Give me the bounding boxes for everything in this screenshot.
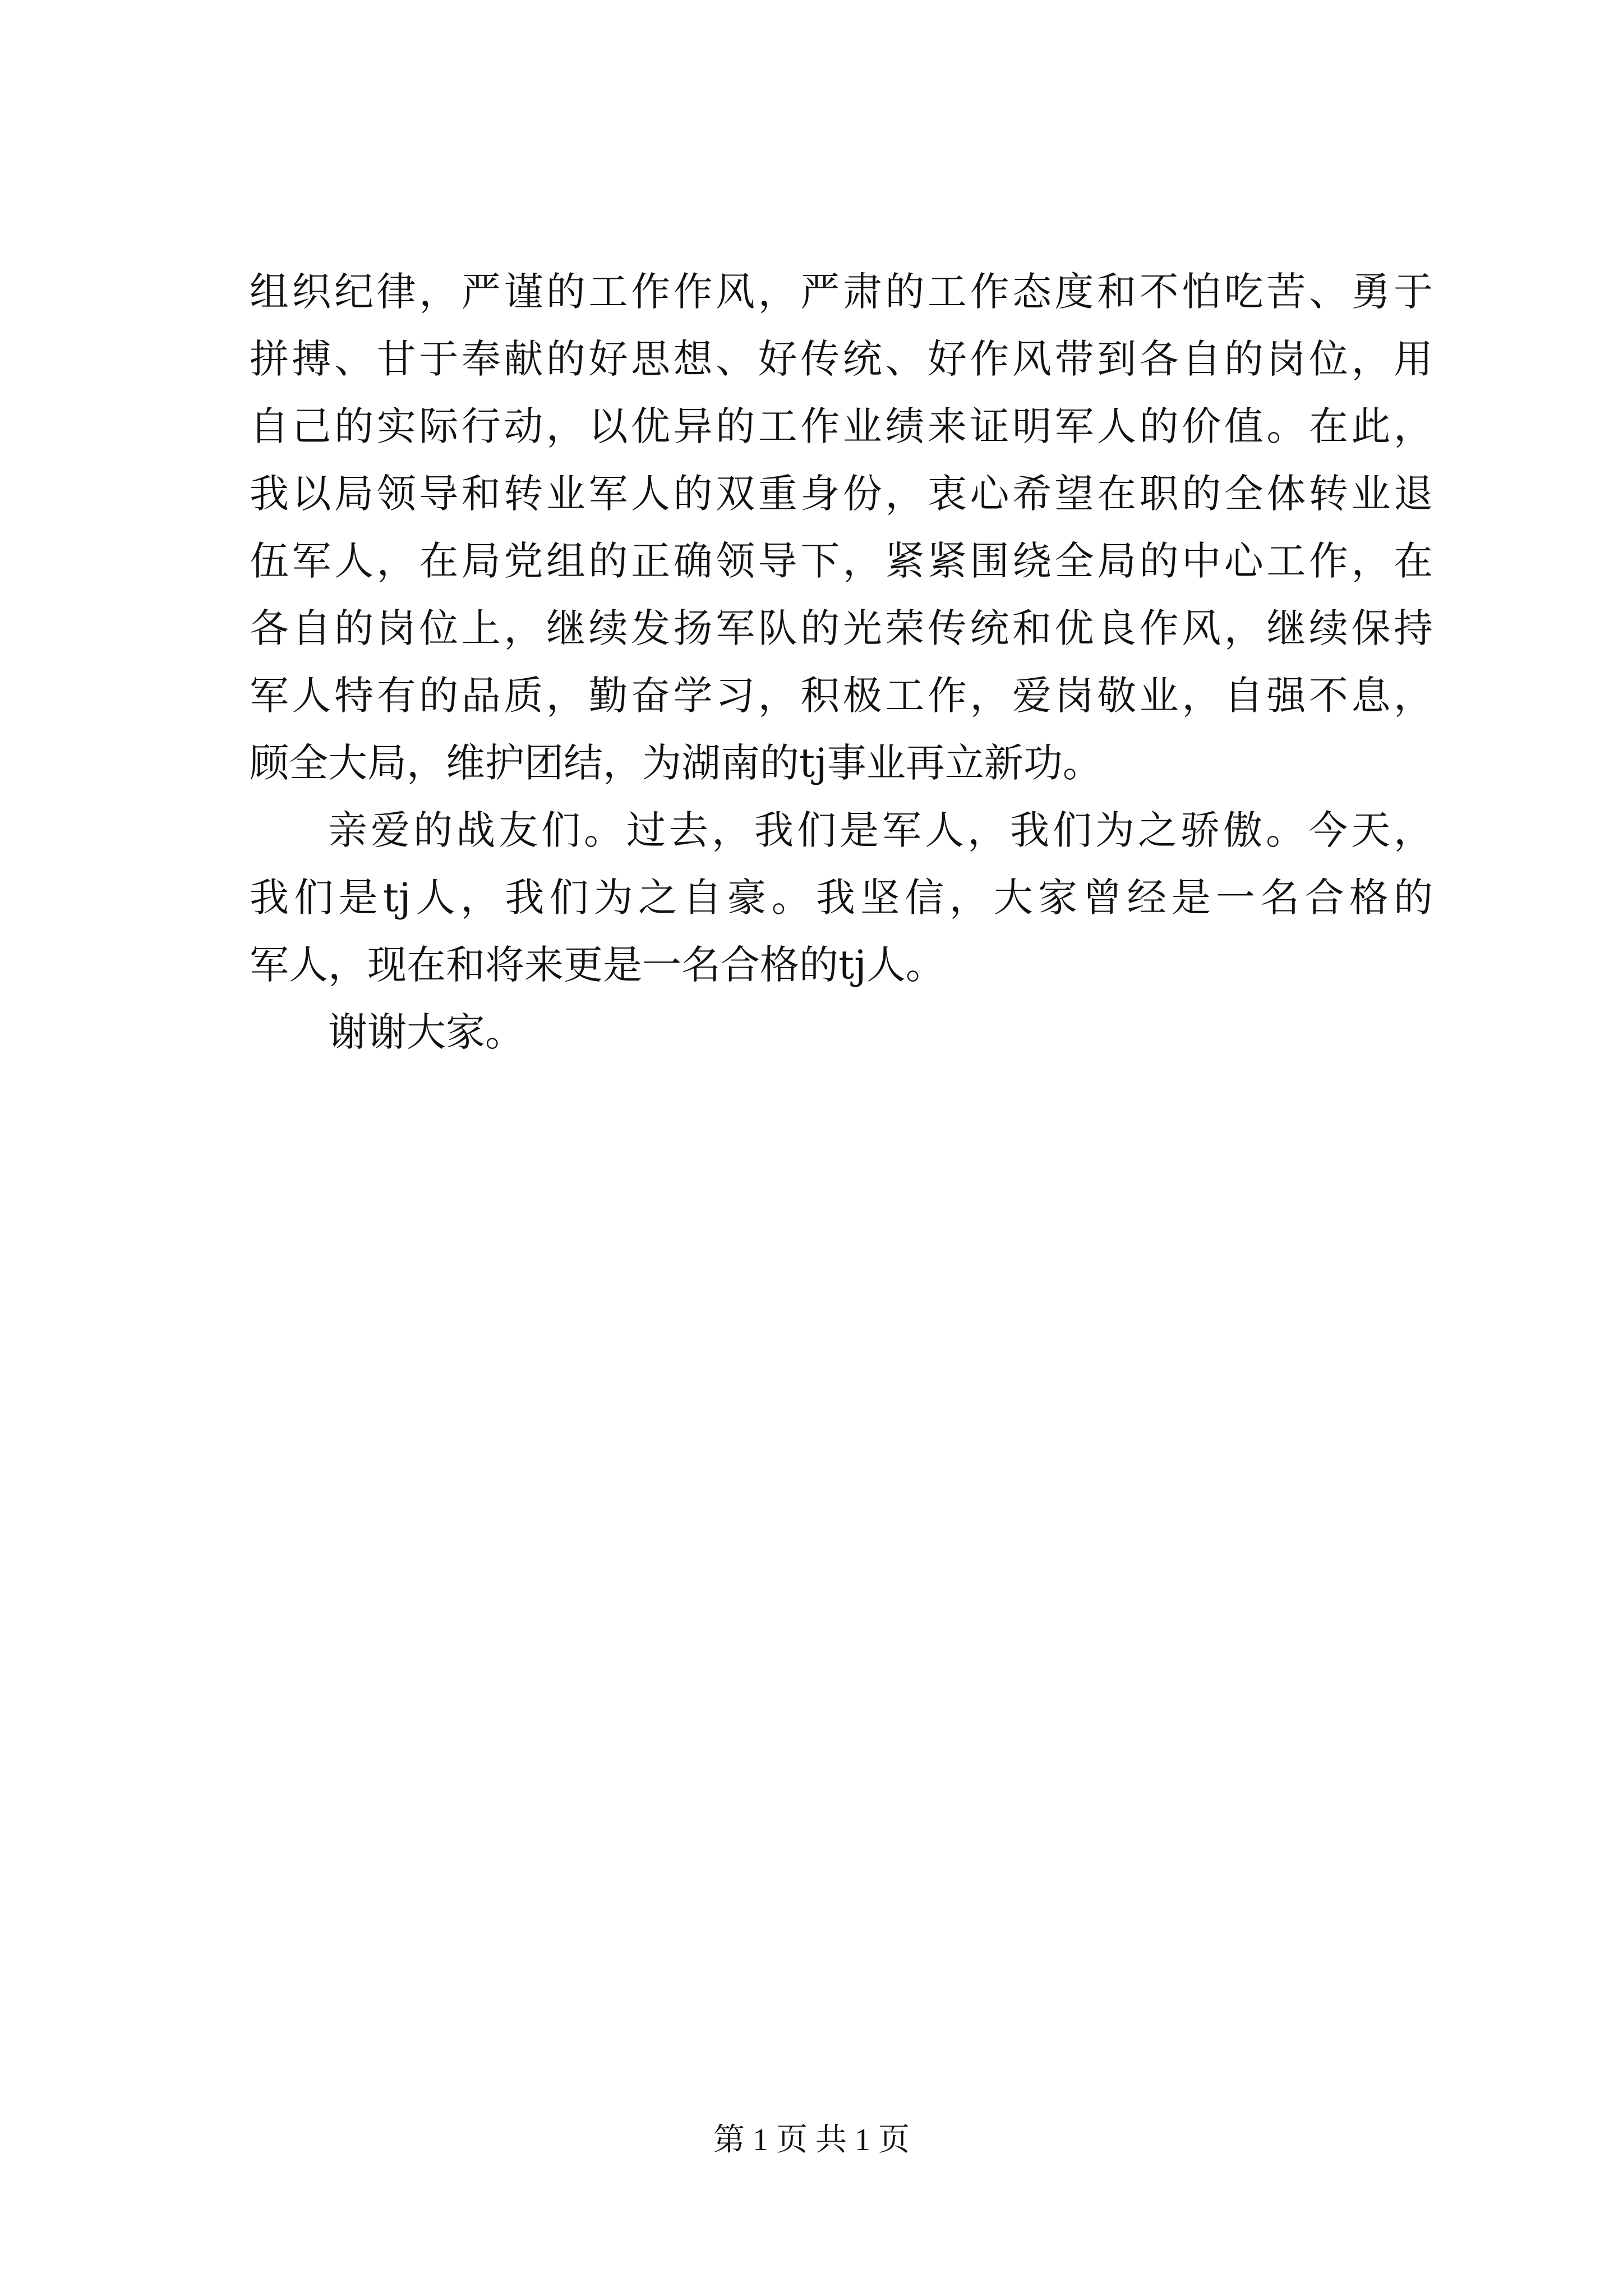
- paragraph-line: 顾全大局，维护团结，为湖南的tj事业再立新功。: [250, 740, 1102, 786]
- paragraph-line: 拼搏、甘于奉献的好思想、好传统、好作风带到各自的岗位，用: [250, 336, 1433, 382]
- paragraph-3: [250, 999, 1433, 1066]
- paragraph-1: [250, 258, 1433, 797]
- paragraph-line: 谢谢大家。: [328, 1009, 524, 1055]
- paragraph-line: 各自的岗位上，继续发扬军队的光荣传统和优良作风，继续保持: [250, 605, 1433, 651]
- page-number-footer: 第 1 页 共 1 页: [713, 2123, 910, 2157]
- paragraph-line: 军人，现在和将来更是一名合格的tj人。: [250, 942, 945, 988]
- paragraph-line: 亲爱的战友们。过去，我们是军人，我们为之骄傲。今天，: [328, 807, 1433, 853]
- paragraph-line: 组织纪律，严谨的工作作风，严肃的工作态度和不怕吃苦、勇于: [250, 269, 1433, 315]
- paragraph-line: 我们是tj人，我们为之自豪。我坚信，大家曾经是一名合格的: [250, 875, 1433, 921]
- document-body: [250, 258, 1433, 1066]
- paragraph-line: 伍军人，在局党组的正确领导下，紧紧围绕全局的中心工作，在: [250, 538, 1433, 584]
- paragraph-line: 军人特有的品质，勤奋学习，积极工作，爱岗敬业，自强不息，: [250, 673, 1433, 719]
- paragraph-line: 自己的实际行动，以优异的工作业绩来证明军人的价值。在此，: [250, 403, 1433, 449]
- paragraph-2: [250, 797, 1433, 999]
- paragraph-line: 我以局领导和转业军人的双重身份，衷心希望在职的全体转业退: [250, 471, 1433, 517]
